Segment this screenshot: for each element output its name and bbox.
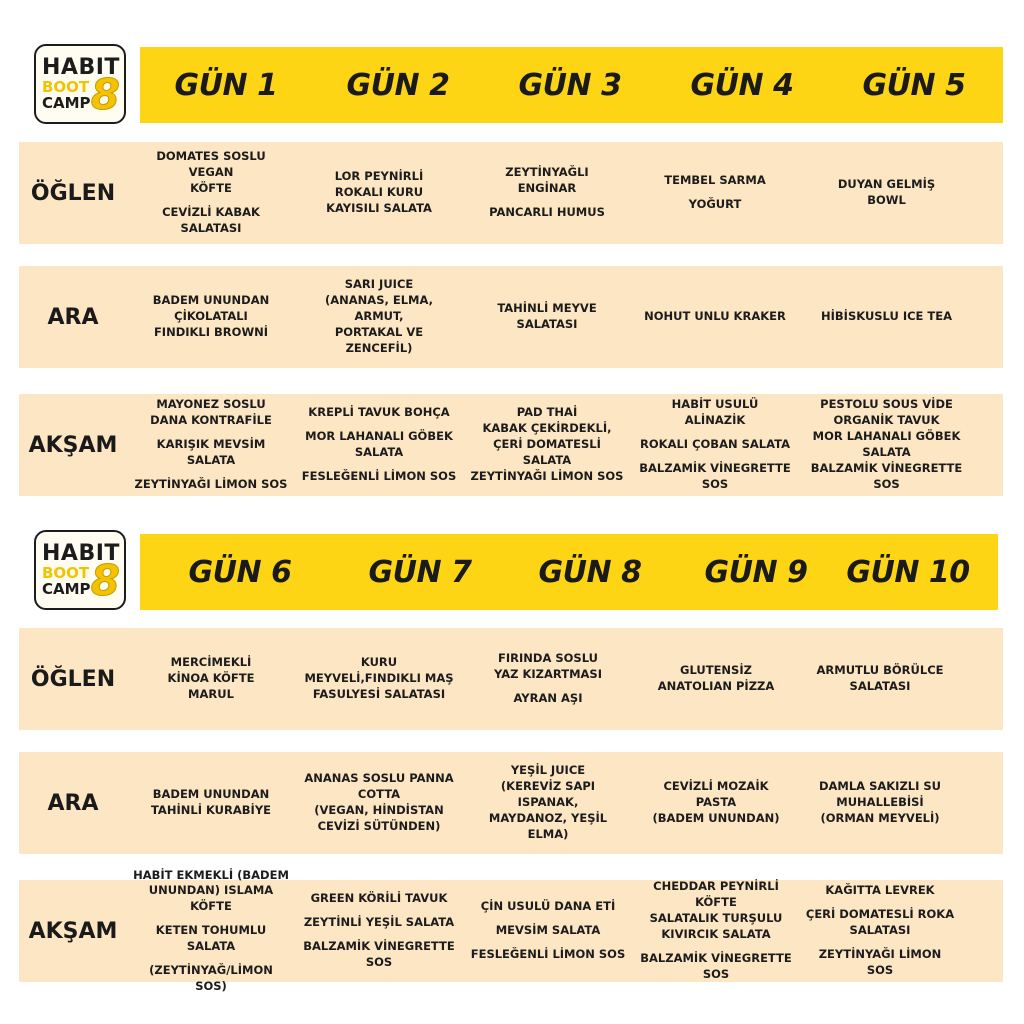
menu-cell — [463, 899, 633, 963]
menu-item: YEŞİL JUICE (KEREVİZ SAPI ISPANAK, MAYDANOZ, YEŞİL ELMA) — [488, 763, 608, 841]
menu-item: AYRAN AŞI — [513, 690, 583, 705]
menu-item: ÇİN USULÜ DANA ETİ — [480, 899, 616, 914]
menu-item: CEVİZLİ KABAK SALATASI — [162, 204, 260, 235]
meal-label: AKŞAM — [28, 918, 118, 944]
menu-cell — [799, 779, 961, 827]
menu-item: DOMATES SOSLU VEGAN KÖFTE — [156, 149, 266, 196]
menu-item: ZEYTİNYAĞI LİMON SOS — [134, 476, 288, 491]
day-header-row — [140, 534, 998, 610]
menu-item: (ZEYTİNYAĞ/LİMON SOS) — [149, 962, 273, 993]
menu-cell — [799, 177, 974, 209]
menu-item: DAMLA SAKIZLI SU MUHALLEBİSİ (ORMAN MEYVELİ) — [818, 779, 942, 825]
meal-row-dinner — [19, 867, 1003, 993]
menu-item: MERCİMEKLİ KİNOA KÖFTE MARUL — [167, 655, 255, 701]
menu-item: BALZAMİK VİNEGRETTE SOS — [639, 460, 791, 491]
menu-item: ARMUTLU BÖRÜLCE SALATASI — [816, 663, 944, 693]
menu-cell — [463, 405, 631, 484]
menu-item: BALZAMİK VİNEGRETTE SOS — [303, 939, 455, 969]
logo-line-2: BOOT — [42, 564, 90, 582]
habit-bootcamp-logo — [34, 530, 126, 610]
menu-cell — [799, 309, 974, 325]
menu-cell — [633, 779, 799, 827]
menu-item: HABİT USULÜ ALİNAZİK — [671, 397, 759, 428]
menu-item: ÇERİ DOMATESLİ ROKA SALATASI — [805, 907, 955, 938]
day-header: GÜN 6 — [188, 554, 292, 590]
menu-item: FESLEĞENLİ LİMON SOS — [470, 946, 626, 961]
menu-item: GLUTENSİZ ANATOLIAN PİZZA — [657, 663, 775, 693]
menu-cell — [631, 397, 799, 492]
menu-cell — [127, 149, 295, 236]
menu-cell — [799, 663, 961, 695]
habit-bootcamp-logo — [34, 44, 126, 124]
meal-row-snack — [19, 752, 1003, 854]
menu-item: SARI JUICE (ANANAS, ELMA, ARMUT, PORTAKAL VE ZENCEFİL) — [325, 277, 433, 355]
day-header: GÜN 1 — [174, 67, 278, 103]
menu-item: HABİT EKMEKLİ (BADEM UNUNDAN) ISLAMA KÖFTE — [133, 867, 289, 914]
menu-item: KURU MEYVELİ,FINDIKLI MAŞ FASULYESİ SALATASI — [304, 655, 454, 701]
day-header: GÜN 3 — [518, 67, 622, 103]
day-header: GÜN 2 — [346, 67, 450, 103]
logo-line-2: BOOT — [42, 78, 90, 96]
day-header: GÜN 7 — [368, 554, 472, 590]
meal-row-snack — [19, 266, 1003, 368]
logo-number: 8 — [90, 70, 120, 119]
menu-item: KREPLİ TAVUK BOHÇA — [308, 405, 450, 420]
menu-cell — [631, 309, 799, 325]
day-header: GÜN 10 — [846, 554, 970, 590]
menu-cell — [127, 787, 295, 819]
day-header: GÜN 5 — [862, 67, 966, 103]
menu-item: MOR LAHANALI GÖBEK SALATA — [305, 429, 453, 459]
day-header-row — [140, 47, 1003, 123]
menu-item: BADEM UNUNDAN TAHİNLİ KURABİYE — [150, 787, 272, 817]
menu-item: FESLEĞENLİ LİMON SOS — [301, 468, 457, 483]
day-header: GÜN 8 — [538, 554, 642, 590]
meal-label: AKŞAM — [28, 432, 118, 458]
menu-cell — [127, 655, 295, 703]
menu-cell — [799, 397, 974, 492]
menu-cell — [463, 301, 631, 333]
menu-item: PAD THAİ KABAK ÇEKİRDEKLİ, ÇERİ DOMATESLİ SALATA ZEYTİNYAĞI LİMON SOS — [470, 405, 624, 483]
menu-item: MEVSİM SALATA — [495, 923, 601, 938]
menu-item: KETEN TOHUMLU SALATA — [155, 923, 267, 953]
meal-row-lunch — [19, 142, 1003, 244]
menu-item: ZEYTİNLİ YEŞİL SALATA — [303, 915, 455, 930]
logo-line-1: HABIT — [42, 541, 120, 566]
menu-cell — [127, 868, 295, 995]
menu-cell — [295, 655, 463, 703]
menu-item: PESTOLU SOUS VİDE ORGANİK TAVUK MOR LAHANALI GÖBEK SALATA BALZAMİK VİNEGRETTE SOS — [810, 397, 963, 491]
menu-item: ROKALI ÇOBAN SALATA — [640, 437, 790, 452]
menu-item: TEMBEL SARMA — [664, 173, 766, 188]
day-header: GÜN 9 — [704, 554, 808, 590]
menu-cell — [463, 651, 633, 707]
menu-item: ANANAS SOSLU PANNA COTTA (VEGAN, HİNDİSTAN CEVİZİ SÜTÜNDEN) — [304, 771, 454, 833]
menu-cell — [295, 771, 463, 834]
day-header: GÜN 4 — [690, 67, 794, 103]
menu-item: CEVİZLİ MOZAİK PASTA (BADEM UNUNDAN) — [652, 779, 780, 825]
logo-number: 8 — [90, 556, 120, 605]
menu-cell — [799, 883, 961, 978]
logo-line-3: CAMP — [42, 94, 91, 112]
meal-label: ÖĞLEN — [30, 666, 116, 692]
menu-item: DUYAN GELMİŞ BOWL — [837, 177, 936, 207]
menu-cell — [463, 763, 633, 842]
menu-item: TAHİNLİ MEYVE SALATASI — [497, 301, 597, 331]
logo-line-1: HABIT — [42, 55, 120, 80]
menu-cell — [295, 405, 463, 484]
menu-item: HİBİSKUSLU ICE TEA — [821, 309, 952, 324]
menu-item: PANCARLI HUMUS — [489, 204, 605, 219]
menu-cell — [295, 891, 463, 970]
meal-row-lunch — [19, 628, 1003, 730]
menu-cell — [295, 169, 463, 217]
menu-cell — [127, 293, 295, 341]
menu-item: NOHUT UNLU KRAKER — [644, 309, 786, 324]
menu-item: BALZAMİK VİNEGRETTE SOS — [640, 950, 792, 981]
menu-item: CHEDDAR PEYNİRLİ KÖFTE SALATALIK TURŞULU KIVIRCIK SALATA — [649, 879, 783, 941]
menu-cell — [631, 173, 799, 213]
logo-line-3: CAMP — [42, 580, 91, 598]
menu-item: GREEN KÖRİLİ TAVUK — [310, 891, 448, 906]
menu-item: KAĞITTA LEVREK — [825, 883, 935, 898]
meal-row-dinner — [19, 394, 1003, 496]
menu-cell — [633, 879, 799, 982]
menu-item: KARIŞIK MEVSİM SALATA — [156, 437, 266, 467]
meal-label: ARA — [47, 304, 99, 330]
menu-cell — [463, 165, 631, 221]
menu-item: BADEM UNUNDAN ÇİKOLATALI FINDIKLI BROWNİ — [152, 293, 270, 339]
meal-label: ARA — [47, 790, 99, 816]
menu-item: ZEYTİNYAĞLI ENGİNAR — [505, 165, 589, 196]
menu-cell — [295, 277, 463, 356]
menu-item: MAYONEZ SOSLU DANA KONTRAFİLE — [150, 397, 272, 428]
menu-item: LOR PEYNİRLİ ROKALI KURU KAYISILI SALATA — [326, 169, 432, 215]
menu-item: FIRINDA SOSLU YAZ KIZARTMASI — [494, 651, 602, 682]
menu-item: YOĞURT — [688, 197, 742, 211]
menu-cell — [127, 397, 295, 492]
menu-item: ZEYTİNYAĞI LİMON SOS — [818, 946, 942, 977]
menu-cell — [633, 663, 799, 695]
meal-label: ÖĞLEN — [30, 180, 116, 206]
